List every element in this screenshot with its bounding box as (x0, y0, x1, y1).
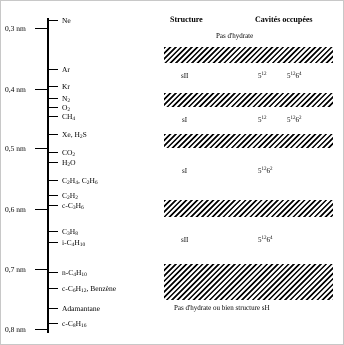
major-tick (35, 209, 48, 210)
molecule-label-o2: $O_2$ (62, 103, 71, 113)
cavities-header: Cavités occupées (255, 15, 313, 24)
molecule-tick (48, 323, 58, 324)
cavity-value: $5^{12}$ (258, 116, 267, 124)
no-hydrate-or-sh-note: Pas d'hydrate ou bien structure sH (174, 304, 270, 312)
molecule-tick (48, 152, 58, 153)
molecule-tick (48, 195, 58, 196)
molecule-label-co2: $CO_2$ (62, 148, 76, 158)
hatched-band (164, 93, 333, 107)
cavity-value: $5^{12}6^4$ (287, 72, 302, 80)
structure-value: sI (182, 167, 188, 175)
molecule-tick (48, 162, 58, 163)
molecule-label-c3h8: $C_3H_8$ (62, 227, 78, 237)
cavity-value: $5^{12}6^4$ (258, 236, 273, 244)
molecule-tick (48, 134, 58, 135)
cavity-value: $5^{12}6^2$ (258, 167, 273, 175)
hatched-band (164, 47, 333, 63)
major-tick (35, 148, 48, 149)
molecule-label-ne: Ne (62, 16, 71, 25)
structure-header: Structure (170, 15, 203, 24)
structure-value: sII (181, 72, 189, 80)
molecule-tick (48, 288, 58, 289)
molecule-tick (48, 180, 58, 181)
molecule-label-xe-h2s: Xe, $H_2S$ (62, 130, 87, 140)
major-tick (35, 269, 48, 270)
cavity-value: $5^{12}$ (258, 72, 267, 80)
scale-label: 0,4 nm (5, 85, 26, 94)
molecule-label-c-c8h16: $c-C_8H_{16}$ (62, 319, 87, 329)
hatched-band (164, 264, 333, 300)
molecule-label-ar: Ar (62, 65, 70, 74)
molecule-label-n-c4h10: $n-C_4H_{10}$ (62, 268, 87, 278)
molecule-tick (48, 231, 58, 232)
molecule-tick (48, 98, 58, 99)
molecule-label-i-c4h10: $i-C_4H_{10}$ (62, 238, 86, 248)
scale-label: 0,5 nm (5, 144, 26, 153)
hatched-band (164, 134, 333, 148)
major-tick (35, 89, 48, 90)
molecule-tick (48, 308, 58, 309)
molecule-label-n2: $N_2$ (62, 94, 71, 104)
molecule-label-kr: Kr (62, 82, 70, 91)
molecule-tick (48, 116, 58, 117)
molecule-label-c-c3h6: $c-C_3H_6$ (62, 201, 84, 211)
molecule-label-c-c6h12-benzene: $c-C_6H_{12}$, Benzène (62, 284, 117, 294)
structure-value: sII (181, 236, 189, 244)
major-tick (35, 329, 48, 330)
molecule-label-h2o: $H_2O$ (62, 158, 76, 168)
scale-label: 0,7 nm (5, 265, 26, 274)
size-axis (47, 18, 49, 333)
molecule-label-c2h2: $C_2H_2$ (62, 191, 78, 201)
molecule-tick (48, 69, 58, 70)
molecule-tick (48, 107, 58, 108)
molecule-tick (48, 205, 58, 206)
molecule-label-ch4: $CH_4$ (62, 112, 76, 122)
scale-label: 0,8 nm (5, 325, 26, 334)
scale-label: 0,6 nm (5, 205, 26, 214)
structure-value: sI (182, 116, 188, 124)
major-tick (35, 28, 48, 29)
molecule-tick (48, 272, 58, 273)
scale-label: 0,3 nm (5, 24, 26, 33)
molecule-label-adamantane: Adamantane (62, 304, 100, 313)
molecule-tick (48, 20, 58, 21)
cavity-value: $5^{12}6^2$ (287, 116, 302, 124)
molecule-tick (48, 242, 58, 243)
hatched-band (164, 200, 333, 217)
molecule-tick (48, 86, 58, 87)
molecule-label-c2h4-c2h6: $C_2H_4$, $C_2H_6$ (62, 176, 98, 186)
no-hydrate-note: Pas d'hydrate (216, 32, 254, 40)
